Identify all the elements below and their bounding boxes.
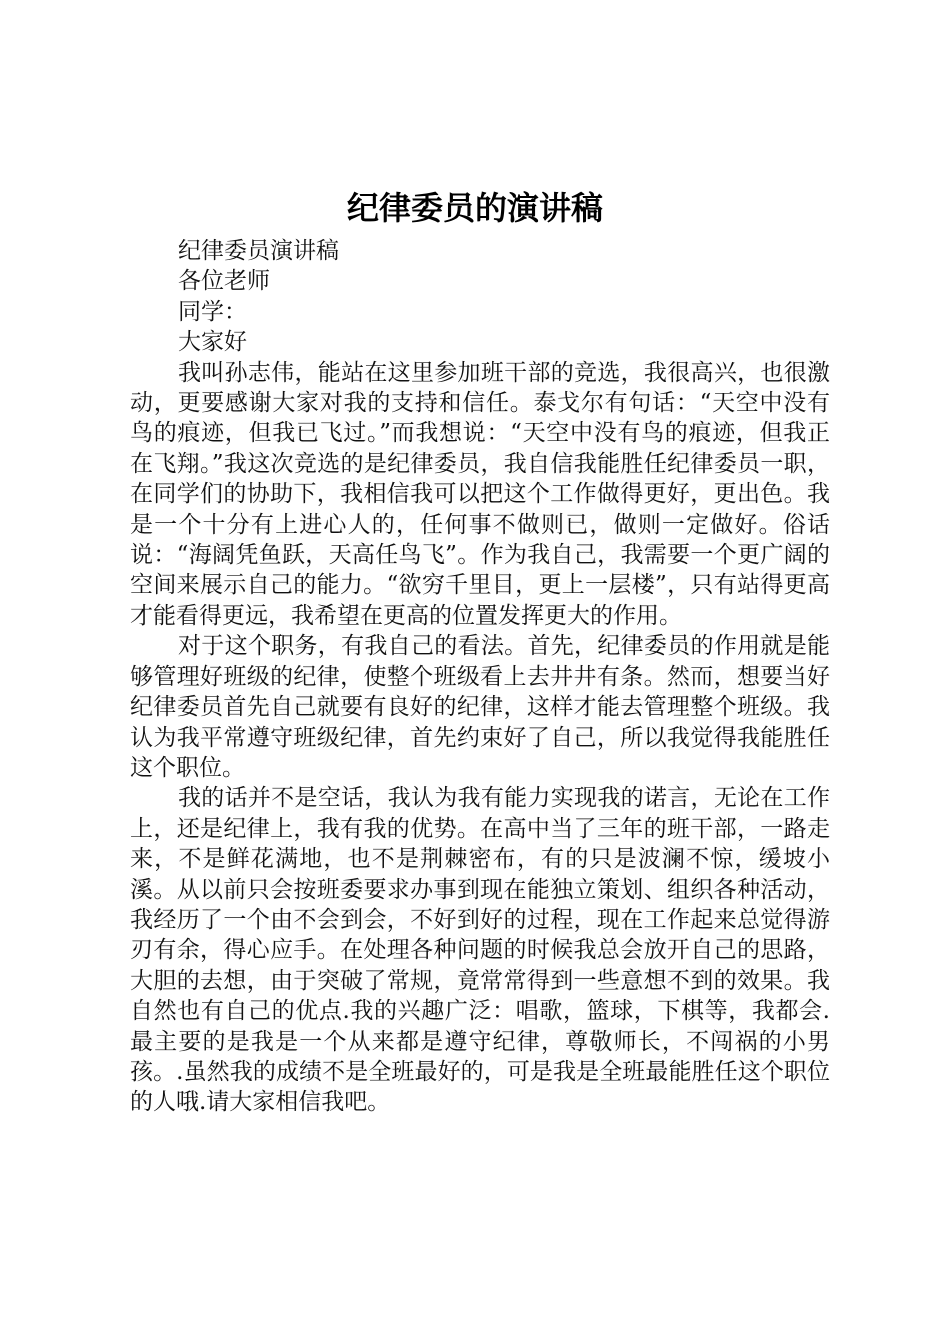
paragraph-role-view: 对于这个职务，有我自己的看法。首先，纪律委员的作用就是能够管理好班级的纪律，使整个班级看上去井井有条。然而，想要当好纪律委员首先自己就要有良好的纪律，这样才能去管理整个班级。我认为我平常遵守班级纪律，首先约束好了自己，所以我觉得我能胜任这个职位。 xyxy=(130,633,830,781)
paragraph-introduction: 我叫孙志伟，能站在这里参加班干部的竞选，我很高兴，也很激动，更要感谢大家对我的支持和信任。泰戈尔有句话：“天空中没有鸟的痕迹，但我已飞过。”而我想说：“天空中没有鸟的痕迹，但我正在飞翔。”我这次竞选的是纪律委员，我自信我能胜任纪律委员一职，在同学们的协助下，我相信我可以把这个工作做得更好，更出色。我是一个十分有上进心人的，任何事不做则已，做则一定做好。俗话说：“海阔凭鱼跃，天高任鸟飞”。作为我自己，我需要一个更广阔的空间来展示自己的能力。“欲穷千里目，更上一层楼”，只有站得更高才能看得更远，我希望在更高的位置发挥更大的作用。 xyxy=(130,359,830,629)
paragraph-hello: 大家好 xyxy=(178,329,247,356)
document-body xyxy=(130,236,830,1118)
paragraph-greeting-teachers: 各位老师 xyxy=(178,268,270,295)
paragraph-strengths: 我的话并不是空话，我认为我有能力实现我的诺言，无论在工作上，还是纪律上，我有我的优势。在高中当了三年的班干部，一路走来，不是鲜花满地，也不是荆棘密布，有的只是波澜不惊，缓坡小溪。从以前只会按班委要求办事到现在能独立策划、组织各种活动，我经历了一个由不会到会，不好到好的过程，现在工作起来总觉得游刃有余，得心应手。在处理各种问题的时候我总会放开自己的思路，大胆的去想，由于突破了常规，竟常常得到一些意想不到的效果。我自然也有自己的优点.我的兴趣广泛：唱歌，篮球，下棋等，我都会.最主要的是我是一个从来都是遵守纪律，尊敬师长，不闯祸的小男孩。.虽然我的成绩不是全班最好的，可是我是全班最能胜任这个职位的人哦.请大家相信我吧。 xyxy=(130,785,830,1116)
document-title: 纪律委员的演讲稿 xyxy=(346,189,603,227)
paragraph-greeting-students: 同学： xyxy=(178,298,247,325)
paragraph-heading: 纪律委员演讲稿 xyxy=(178,238,339,264)
